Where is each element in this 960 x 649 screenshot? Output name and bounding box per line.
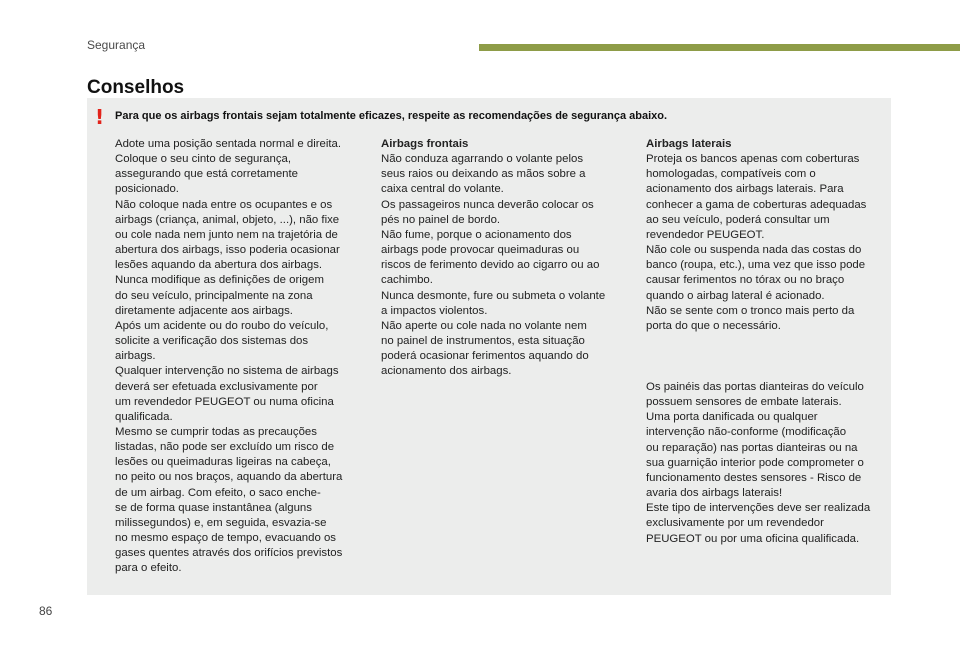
section-label: Segurança — [87, 38, 146, 52]
frontal-airbags-heading: Airbags frontais — [381, 138, 469, 150]
exclamation-icon: ! — [95, 105, 105, 129]
frontal-airbags-text: Não conduza agarrando o volante pelos seus raios ou deixando as mãos sobre a caixa central do volante. Os passageiros nunca deverão colocar os pés no painel de bordo. Não fume, porque o acionamento dos airbags pode provocar queimaduras ou riscos de ferimento devido ao cigarro ou ao cachimbo. Nunca desmonte, fure ou submeta o volante a impactos violentos. Não aperte ou cole nada no volante nem no painel de instrumentos, esta situação poderá ocasionar ferimentos aquando do acionamento dos airbags. — [381, 153, 606, 378]
general-advice-text: Adote uma posição sentada normal e direita. Coloque o seu cinto de segurança, assegurando que está corretamente posicionado. Não coloque nada entre os ocupantes e os airbags (criança, animal, objeto, ...), não fixe ou cole nada nem junto nem na trajetória de abertura dos airbags, isso poderia ocasionar lesões aquando da abertura dos airbags. Nunca modifique as definições de origem do seu veículo, principalmente na zona diretamente adjacente aos airbags. Após um acidente ou do roubo do veículo, solicite a verificação dos sistemas dos airbags. Qualquer intervenção no sistema de airbags deverá ser efetuada exclusivamente por um revendedor PEUGEOT ou numa oficina qualificada. Mesmo se cumprir todas as precauções listadas, não pode ser excluído um risco de lesões ou queimaduras ligeiras na cabeça, no peito ou nos braços, aquando da abertura de um airbag. Com efeito, o saco enche- se de forma quase instantânea (alguns milissegundos) e, em seguida, esvazia-se no mesmo espaço de tempo, evacuando os gases quentes através dos orifícios previstos para o efeito. — [115, 138, 343, 575]
general-advice-column — [115, 137, 365, 577]
header-accent-bar — [479, 44, 960, 51]
lateral-airbags-column — [646, 137, 896, 334]
frontal-airbags-column — [381, 137, 631, 380]
page-number: 86 — [39, 604, 53, 618]
lateral-airbags-heading: Airbags laterais — [646, 138, 732, 150]
warning-text: Para que os airbags frontais sejam totalmente eficazes, respeite as recomendações de segurança abaixo. — [115, 110, 668, 122]
door-sensors-block — [646, 380, 896, 547]
lateral-airbags-text: Proteja os bancos apenas com coberturas homologadas, compatíveis com o acionamento dos airbags laterais. Para conhecer a gama de coberturas adequadas ao seu veículo, poderá consultar um revendedor PEUGEOT. Não cole ou suspenda nada das costas do banco (roupa, etc.), uma vez que isso pode causar ferimentos no tórax ou no braço quando o airbag lateral é acionado. Não se sente com o tronco mais perto da porta do que o necessário. — [646, 153, 867, 332]
page-title: Conselhos — [87, 77, 185, 98]
door-sensors-text: Os painéis das portas dianteiras do veículo possuem sensores de embate laterais. Uma porta danificada ou qualquer intervenção não-conforme (modificação ou reparação) nas portas dianteiras ou na sua guarnição interior pode comprometer o funcionamento destes sensores - Risco de avaria dos airbags laterais! Este tipo de intervenções deve ser realizada exclusivamente por um revendedor PEUGEOT ou por uma oficina qualificada. — [646, 381, 871, 545]
